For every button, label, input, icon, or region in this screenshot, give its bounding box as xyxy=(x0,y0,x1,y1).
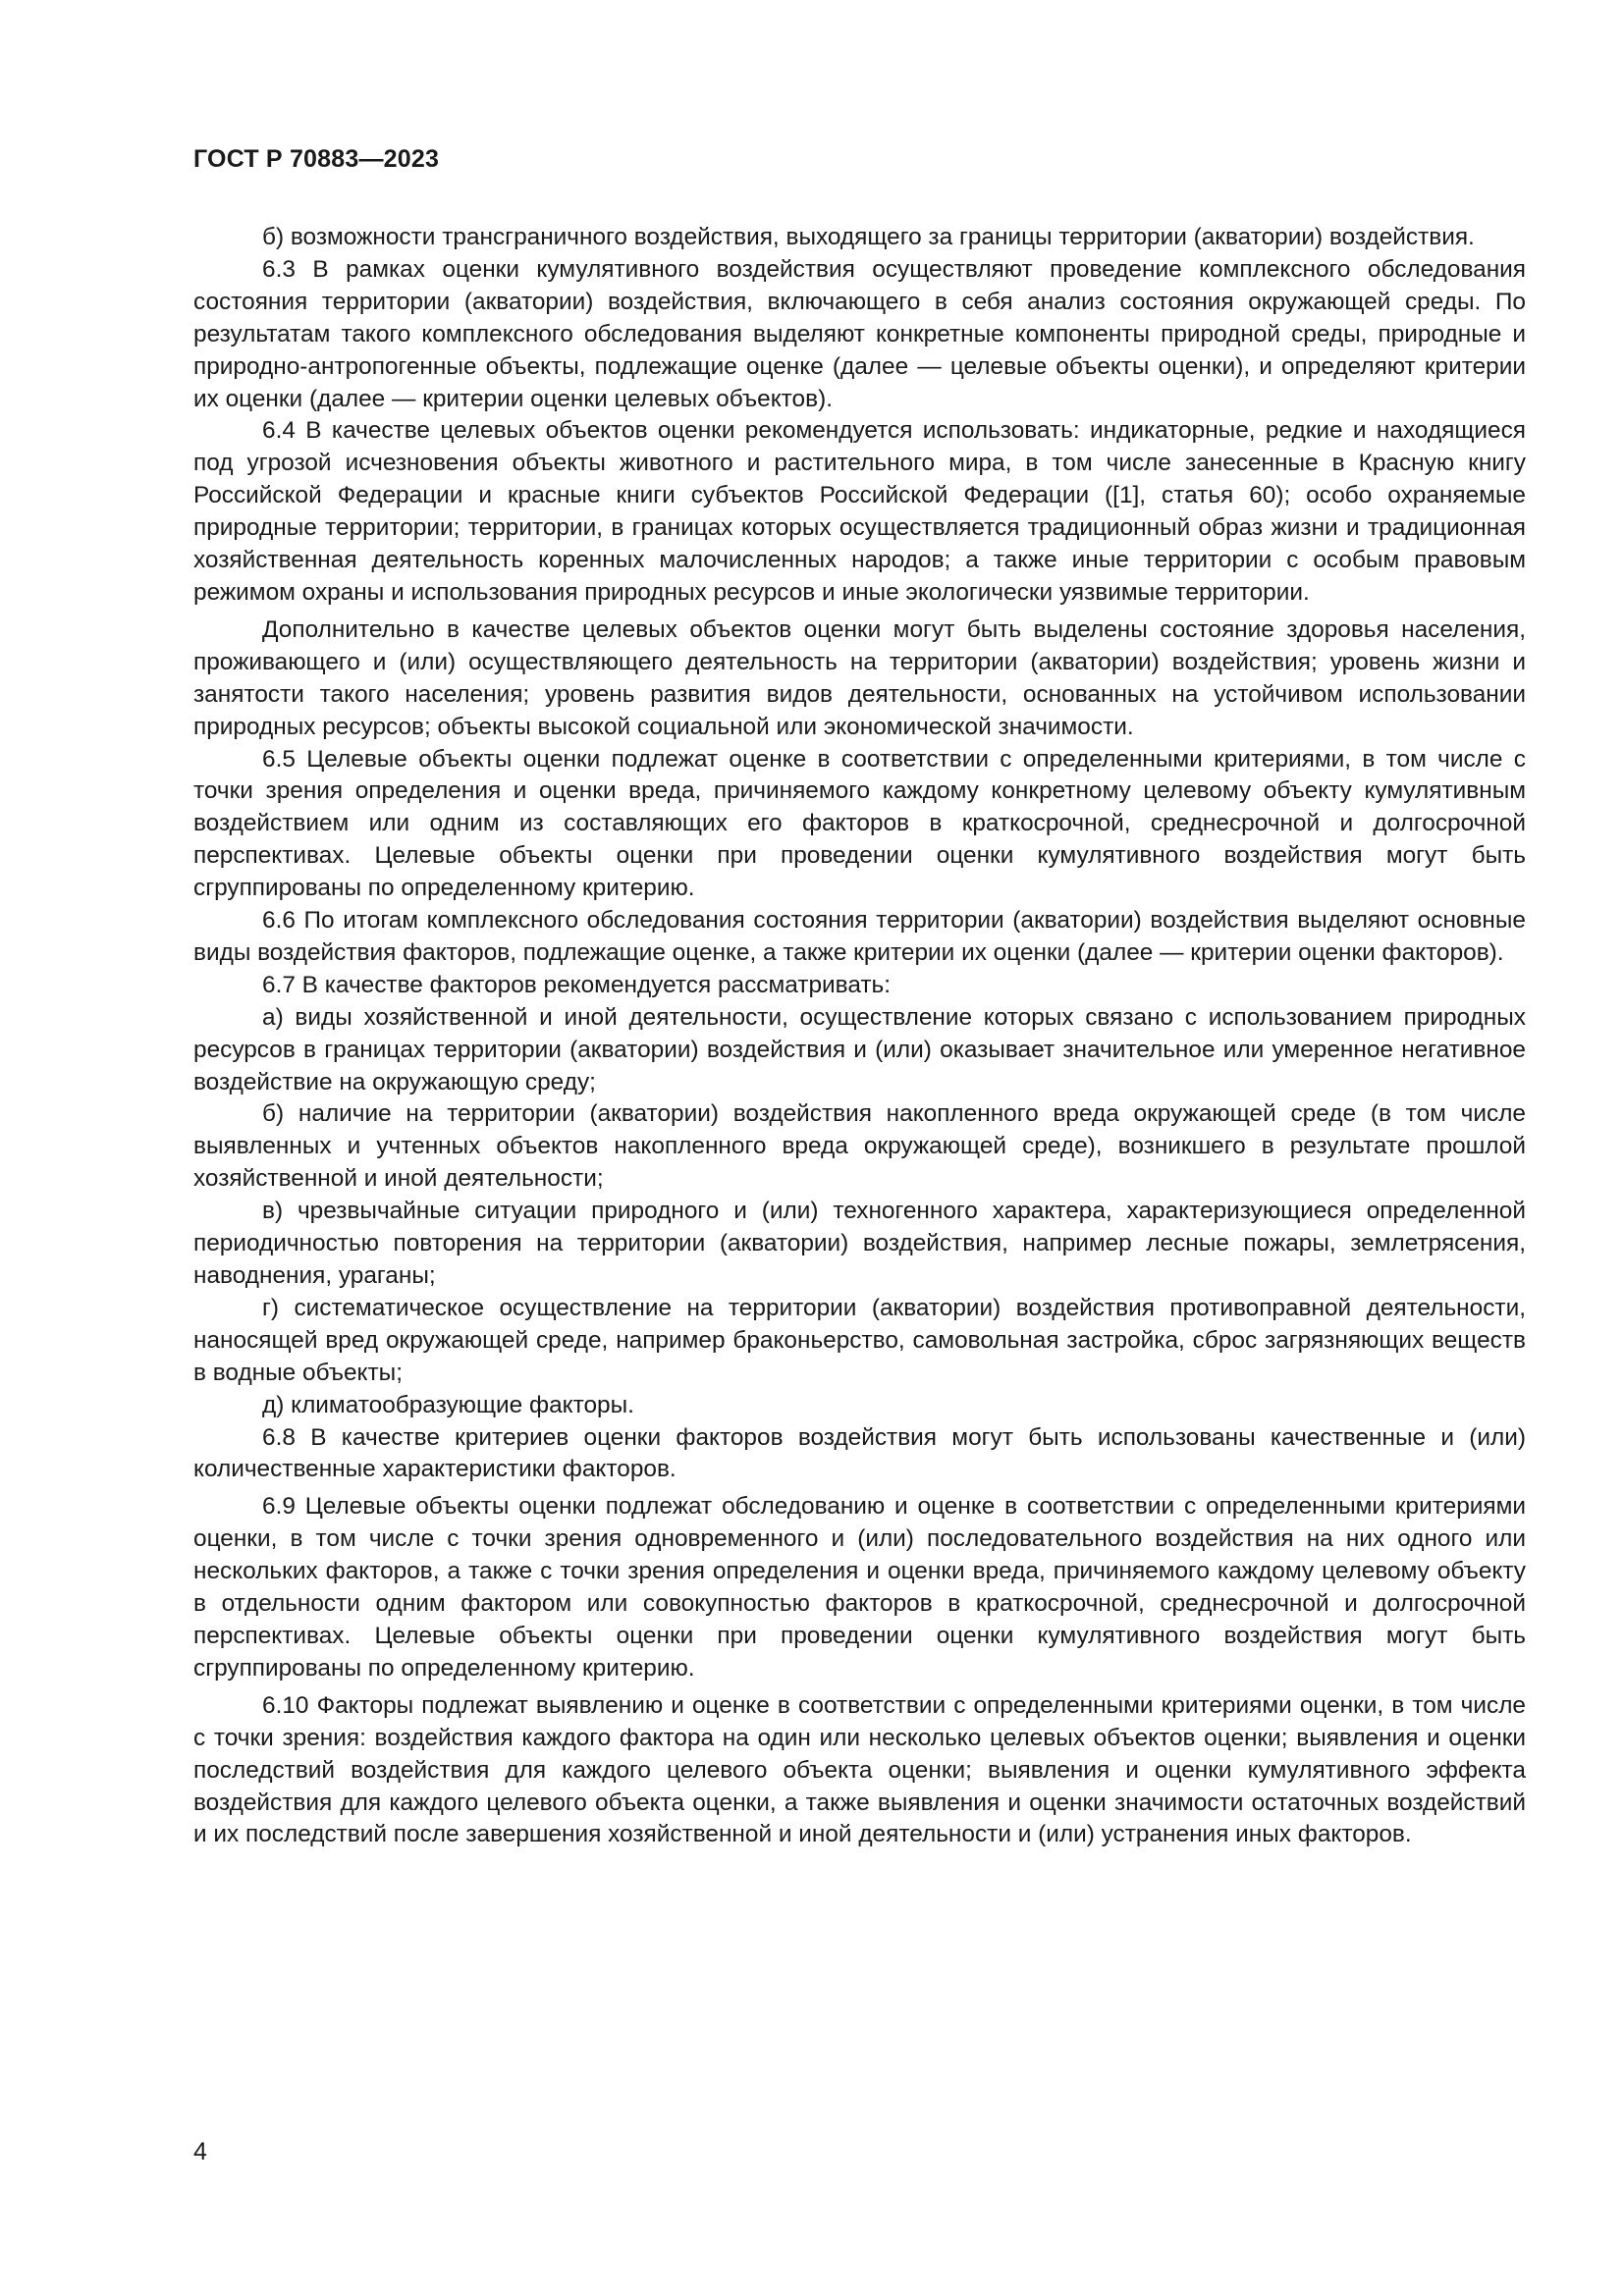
paragraph-b-transboundary: б) возможности трансграничного воздействия, выходящего за границы территории (акватории) воздействия. xyxy=(262,224,1475,250)
paragraph-6-7: 6.7 В качестве факторов рекомендуется рассматривать: xyxy=(262,971,892,998)
list-item-a: а) виды хозяйственной и иной деятельности, осуществление которых связано с использованием природных ресурсов в границах территории (акватории) воздействия и (или) оказывает значительное или умеренное негативное воздействие на окружающую среду; xyxy=(193,1003,1526,1095)
paragraph-6-6: 6.6 По итогам комплексного обследования состояния территории (акватории) воздействия выделяют основные виды воздействия факторов, подлежащие оценке, а также критерии их оценки (далее — критерии оценки факторов). xyxy=(193,907,1526,966)
paragraph-6-9: 6.9 Целевые объекты оценки подлежат обследованию и оценке в соответствии с определенными критериями оценки, в том числе с точки зрения одновременного и (или) последовательного воздействия на них одного или нескольких факторов, а также с точки зрения определения и оценки вреда, причиняемого каждому целевому объекту в отдельности одним фактором или совокупностью факторов в краткосрочной, среднесрочной и долгосрочной перспективах. Целевые объекты оценки при проведении оценки кумулятивного воздействия могут быть сгруппированы по определенному критерию. xyxy=(193,1493,1526,1682)
paragraph-6-4: 6.4 В качестве целевых объектов оценки рекомендуется использовать: индикаторные, редкие и находящиеся под угрозой исчезновения объекты животного и растительного мира, в том числе занесенные в Красную книгу Российской Федерации и красные книги субъектов Российской Федерации ([1], статья 60); особо охраняемые природные территории; территории, в границах которых осуществляется традиционный образ жизни и традиционная хозяйственная деятельность коренных малочисленных народов; а также иные территории с особым правовым режимом охраны и использования природных ресурсов и иные экологически уязвимые территории. xyxy=(193,417,1526,606)
list-item-d: д) климатообразующие факторы. xyxy=(262,1391,634,1418)
list-item-v: в) чрезвычайные ситуации природного и (или) техногенного характера, характеризующиеся определенной периодичностью повторения на территории (акватории) воздействия, например лесные пожары, землетрясения, наводнения, ураганы; xyxy=(193,1198,1526,1289)
document-header: ГОСТ Р 70883—2023 xyxy=(193,145,440,173)
paragraph-6-5: 6.5 Целевые объекты оценки подлежат оценке в соответствии с определенными критериями, в том числе с точки зрения определения и оценки вреда, причиняемого каждому конкретному целевому объекту кумулятивным воздействием или одним из составляющих его факторов в краткосрочной, среднесрочной и долгосрочной перспективах. Целевые объекты оценки при проведении оценки кумулятивного воздействия могут быть сгруппированы по определенному критерию. xyxy=(193,745,1526,902)
list-item-g: г) систематическое осуществление на территории (акватории) воздействия противоправной деятельности, наносящей вред окружающей среде, например браконьерство, самовольная застройка, сброс загрязняющих веществ в водные объекты; xyxy=(193,1294,1526,1386)
paragraph-additional: Дополнительно в качестве целевых объектов оценки могут быть выделены состояние здоровья населения, проживающего и (или) осуществляющего деятельность на территории (акватории) воздействия; уровень жизни и занятости такого населения; уровень развития видов деятельности, основанных на устойчивом использовании природных ресурсов; объекты высокой социальной или экономической значимости. xyxy=(193,615,1526,740)
paragraph-6-8: 6.8 В качестве критериев оценки факторов воздействия могут быть использованы качественные и (или) количественные характеристики факторов. xyxy=(193,1423,1526,1483)
paragraph-6-3: 6.3 В рамках оценки кумулятивного воздействия осуществляют проведение комплексного обследования состояния территории (акватории) воздействия, включающего в себя анализ состояния окружающей среды. По результатам такого комплексного обследования выделяют конкретные компоненты природной среды, природные и природно-антропогенные объекты, подлежащие оценке (далее — целевые объекты оценки), и определяют критерии их оценки (далее — критерии оценки целевых объектов). xyxy=(193,255,1526,412)
list-item-b: б) наличие на территории (акватории) воздействия накопленного вреда окружающей среде (в том числе выявленных и учтенных объектов накопленного вреда окружающей среде), возникшего в результате прошлой хозяйственной и иной деятельности; xyxy=(193,1100,1526,1193)
document-body xyxy=(193,222,1526,1851)
page-number: 4 xyxy=(193,2138,207,2165)
paragraph-6-10: 6.10 Факторы подлежат выявлению и оценке в соответствии с определенными критериями оценки, в том числе с точки зрения: воздействия каждого фактора на один или несколько целевых объектов оценки; выявления и оценки последствий воздействия для каждого целевого объекта оценки; выявления и оценки кумулятивного эффекта воздействия для каждого целевого объекта оценки, а также выявления и оценки значимости остаточных воздействий и их последствий после завершения хозяйственной и иной деятельности и (или) устранения иных факторов. xyxy=(193,1691,1526,1848)
